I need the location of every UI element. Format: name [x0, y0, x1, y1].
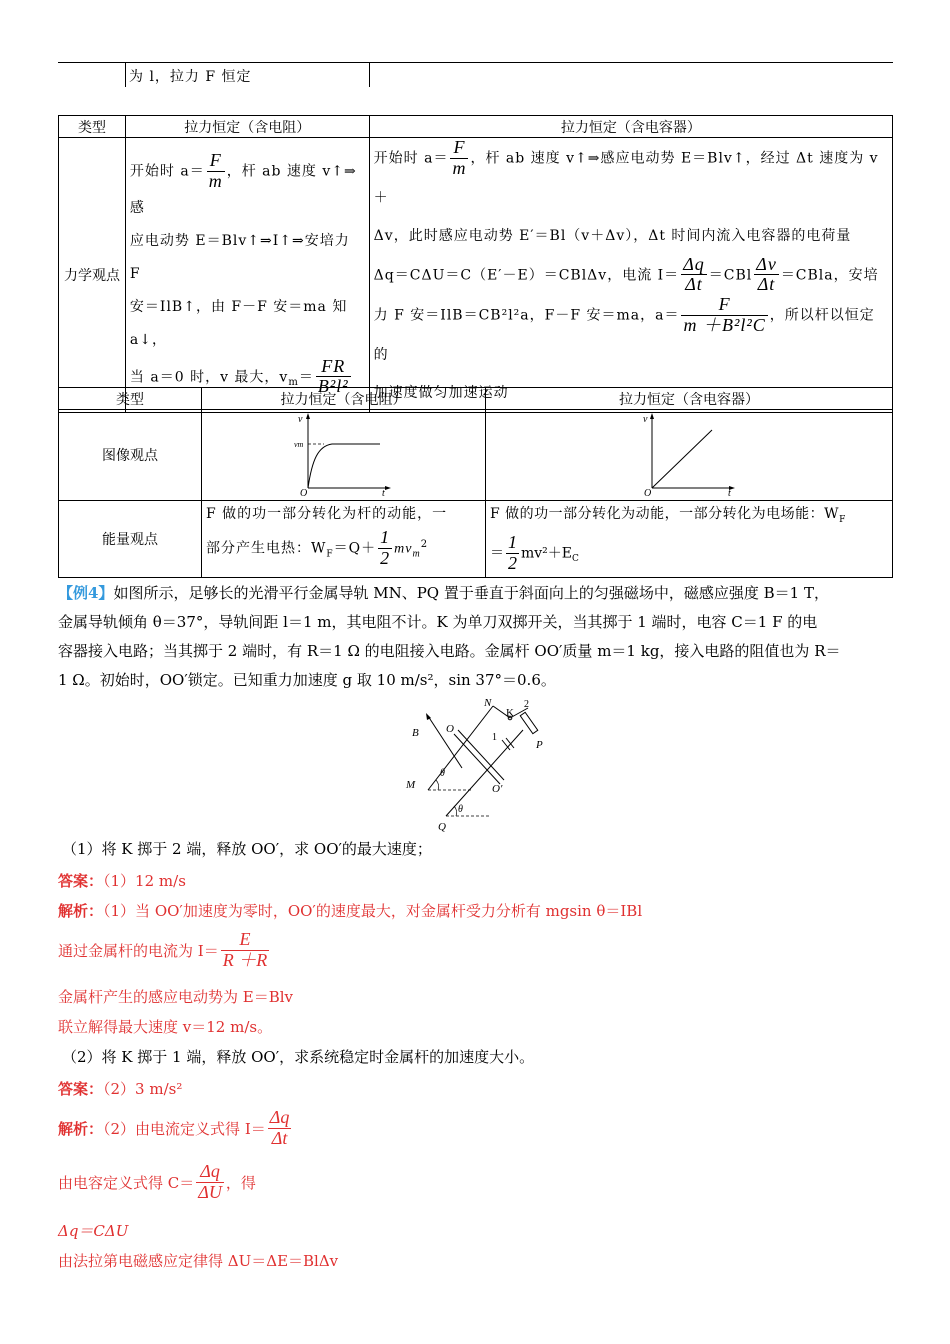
table2-header-type: 类型 [59, 388, 202, 410]
q1-analysis-2: 通过金属杆的电流为 I＝ $\frac{E}{R +R}$ [58, 929, 268, 970]
graph2-origin-label: O [644, 488, 652, 496]
fig-label-1: 1 [492, 732, 497, 743]
res-line-4: 当 a＝0 时，v 最大，$v_m=$ $\frac{FR}{\text{B²l²}}$ [129, 355, 349, 397]
table2-graph-label: 图像观点 [59, 410, 202, 501]
fig-label-O: O [446, 723, 454, 735]
q2-analysis-1: 解析：（2）由电流定义式得 I＝ $\frac{\Delta q}{\Delta t}$ [58, 1107, 290, 1148]
q2-analysis-3: Δq＝CΔU [58, 1222, 129, 1240]
fraction-capacitance: $\frac{\Delta q}{\Delta U}$ [198, 1161, 222, 1202]
res-line-2: 应电动势 E＝Blv↑⇒I↑⇒安培力 F [129, 232, 350, 282]
table2-energy-label: 能量观点 [59, 501, 202, 578]
q1-answer: 答案：（1）12 m/s [58, 872, 186, 890]
graph2-v-label: v [643, 414, 648, 425]
fig-label-N: N [484, 698, 492, 709]
graph1-vm-label: vm [294, 440, 304, 449]
example-paragraph [58, 579, 898, 695]
fig-label-theta-2: θ [458, 804, 463, 815]
energy-res-line-2: 部分产生电热：$W_F=Q+$ $\frac{1}{2}$ $mv_m^2$ [206, 527, 429, 569]
cap-line-5: 加速度做匀加速运动 [373, 384, 509, 401]
q1-question: （1）将 K 掷于 2 端，释放 OO′，求 OO′的最大速度； [62, 840, 432, 858]
fig-label-P: P [536, 739, 543, 751]
graph2-t-label: t [728, 488, 731, 496]
fig-label-K: K [506, 707, 514, 719]
cap-line-4: 力 F 安＝IlB＝CB²l²a，F－F 安＝ma，a＝ $\frac{F}{\text{m ＋B²l²C}}$ ，所以杆以恒定的 [373, 294, 875, 363]
fraction-half: $\frac{1}{2}$ [380, 527, 391, 569]
q1-analysis-1: 解析：（1）当 OO′加速度为零时，OO′的速度最大，对金属杆受力分析有 mgsin θ＝IBl [58, 902, 643, 920]
res-line-1: 开始时 a＝ $\frac{F}{m}$ ，杆 ab 速度 v↑⇒感 [129, 150, 357, 216]
mechanics-table [58, 115, 893, 413]
cap-line-1: 开始时 a＝ $\frac{F}{m}$ ，杆 ab 速度 v↑⇒感应电动势 E＝Blv↑，经过 Δt 速度为 v＋ [373, 137, 879, 206]
fig-label-Q: Q [438, 821, 446, 833]
table1-resistor-cell [125, 138, 369, 413]
top-fragment-text: 为 l，拉力 F 恒定 [129, 69, 252, 85]
rail-circuit-figure [398, 698, 558, 834]
q1-analysis-4: 联立解得最大速度 v＝12 m/s。 [58, 1018, 273, 1036]
res-line-3: 安＝IlB↑，由 F－F 安＝ma 知 a↓， [129, 298, 348, 348]
fraction-F-over-m: $\frac{F}{m}$ [208, 150, 223, 191]
fraction-dv-dt: $\frac{\Delta v}{\Delta t}$ [756, 253, 777, 295]
fraction-F-over-m-2: $\frac{F}{m}$ [452, 137, 467, 178]
example-p1: 如图所示，足够长的光滑平行金属导轨 MN、PQ 置于垂直于斜面向上的匀强磁场中，磁感应强度 B＝1 T， [113, 584, 829, 602]
graph1-origin-label: O [300, 488, 308, 496]
q2-answer: 答案：（2）3 m/s² [58, 1080, 183, 1098]
q2-analysis-2: 由电容定义式得 C＝ $\frac{\Delta q}{\Delta U}$ ，得 [58, 1161, 256, 1202]
energy-cap-line-1: F 做的功一部分转化为动能，一部分转化为电场能：$W_F$ [490, 506, 846, 525]
graph1-t-label: t [382, 488, 385, 496]
table2-header-resistor: 拉力恒定（含电阻） [202, 388, 486, 410]
table1-header-resistor: 拉力恒定（含电阻） [125, 116, 369, 138]
cap-line-2: Δv，此时感应电动势 E′＝Bl（v＋Δv），Δt 时间内流入电容器的电荷量 [373, 227, 852, 244]
fraction-half-2: $\frac{1}{2}$ [508, 531, 517, 573]
fraction-dq-dt-2: $\frac{\Delta q}{\Delta t}$ [269, 1107, 290, 1148]
fig-label-O-prime: O′ [492, 783, 503, 795]
energy-res-line-1: F 做的功一部分转化为杆的动能，一 [206, 506, 448, 522]
graph-energy-table [58, 387, 893, 578]
energy-capacitor-cell [486, 501, 893, 578]
graph-capacitor-cell [486, 410, 893, 501]
q2-analysis-4: 由法拉第电磁感应定律得 ΔU＝ΔE＝BlΔv [58, 1252, 339, 1270]
fraction-dq-dt: $\frac{\Delta q}{\Delta t}$ [683, 253, 705, 295]
example-p2: 金属导轨倾角 θ＝37°，导轨间距 l＝1 m，其电阻不计。K 为单刀双掷开关，当其掷于 1 端时，电容 C＝1 F 的电 [58, 613, 818, 631]
fig-label-2: 2 [524, 699, 529, 710]
table1-capacitor-cell [369, 138, 892, 413]
fraction-vmax: $\frac{FR}{\text{B²l²}}$ [317, 355, 349, 397]
vt-graph-capacitor [486, 410, 892, 496]
example-tag: 【例4】 [58, 584, 114, 602]
table1-header-type: 类型 [59, 116, 126, 138]
fraction-acceleration: $\frac{F}{\text{m ＋B²l²C}}$ [683, 294, 766, 335]
graph1-v-label: v [298, 414, 303, 425]
example-p4: 1 Ω。初始时，OO′锁定。已知重力加速度 g 取 10 m/s²，sin 37°＝0.6。 [58, 671, 556, 689]
fig-label-B: B [412, 727, 419, 739]
table1-row-label: 力学观点 [59, 138, 126, 413]
top-fragment-row [58, 62, 893, 87]
cap-line-3: Δq＝CΔU＝C（E′－E）＝CBlΔv，电流 I＝ $\frac{\Delta q}{\Delta t}$ ＝CBl $\frac{\Delta v}{\Delta t}$ ＝CBla，安培 [373, 253, 879, 295]
q2-question: （2）将 K 掷于 1 端，释放 OO′，求系统稳定时金属杆的加速度大小。 [62, 1048, 535, 1066]
vt-graph-resistor [202, 410, 485, 496]
energy-cap-line-2: ＝ $\frac{1}{2}$ $mv^2+E_C$ [490, 531, 579, 573]
q1-analysis-3: 金属杆产生的感应电动势为 E＝Blv [58, 988, 294, 1006]
graph-resistor-cell [202, 410, 486, 501]
fig-label-theta-1: θ [440, 768, 445, 779]
fig-label-M: M [406, 779, 416, 791]
energy-resistor-cell [202, 501, 486, 578]
fraction-current: $\frac{E}{R +R}$ [222, 929, 268, 970]
table1-header-capacitor: 拉力恒定（含电容器） [369, 116, 892, 138]
table2-header-capacitor: 拉力恒定（含电容器） [486, 388, 893, 410]
example-p3: 容器接入电路；当其掷于 2 端时，有 R＝1 Ω 的电阻接入电路。金属杆 OO′质量 m＝1 kg，接入电路的阻值也为 R＝ [58, 642, 841, 660]
